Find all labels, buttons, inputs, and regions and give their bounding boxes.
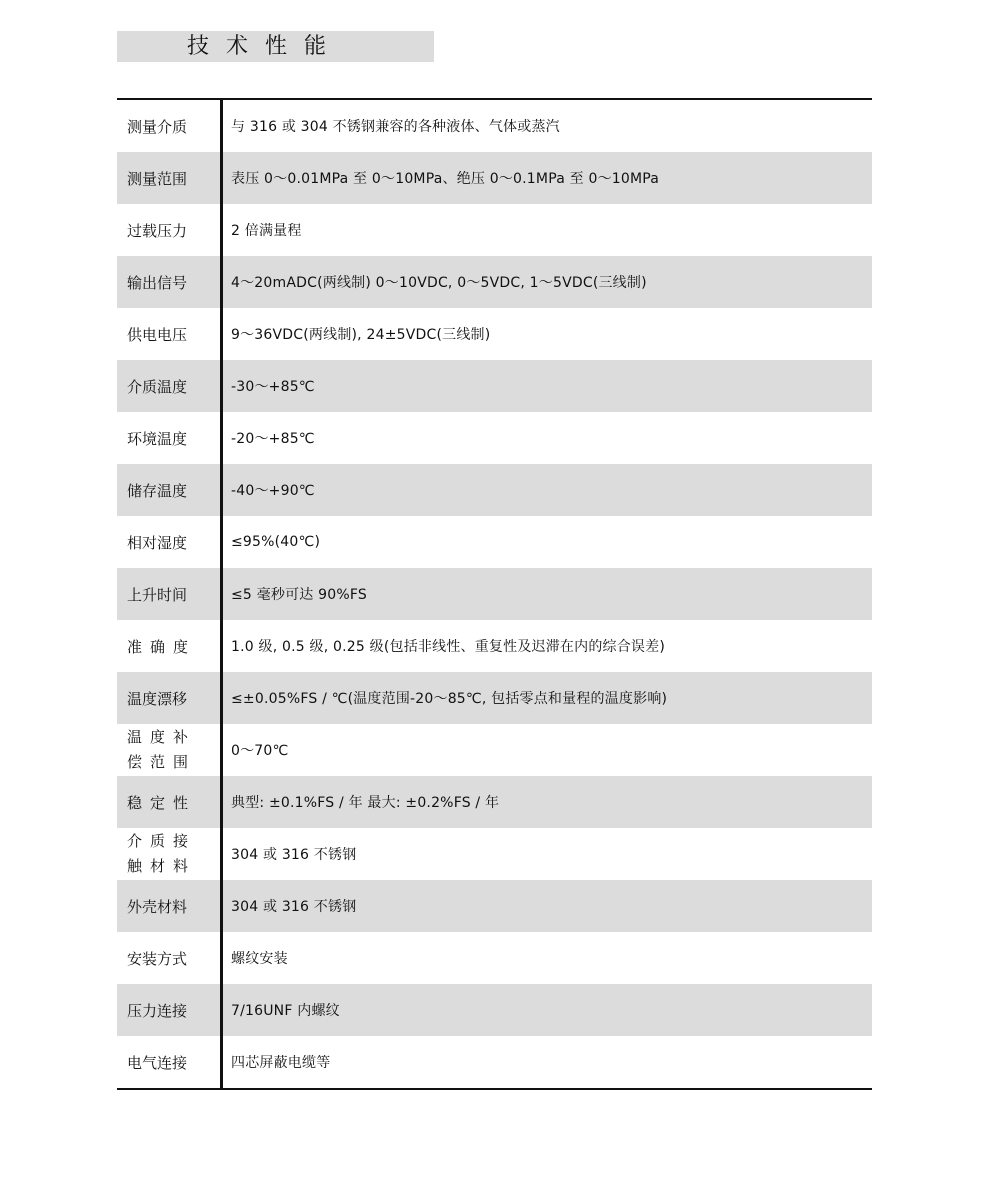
spec-value: 9～36VDC(两线制), 24±5VDC(三线制) [231, 327, 491, 343]
spec-label: 介质接触材料 [127, 832, 197, 875]
spec-label: 过载压力 [127, 221, 188, 240]
spec-value: 表压 0～0.01MPa 至 0～10MPa、绝压 0～0.1MPa 至 0～10MPa [231, 171, 660, 187]
spec-label: 电气连接 [127, 1053, 188, 1072]
spec-value: ≤95%(40℃) [231, 534, 321, 550]
spec-row-storage-temperature [117, 464, 872, 516]
spec-label: 测量介质 [127, 117, 188, 136]
spec-label: 上升时间 [127, 585, 188, 604]
spec-row-temperature-drift [117, 672, 872, 724]
spec-value: 1.0 级, 0.5 级, 0.25 级(包括非线性、重复性及迟滞在内的综合误差) [231, 639, 665, 655]
spec-table [117, 98, 872, 1090]
spec-label: 压力连接 [127, 1001, 188, 1020]
spec-row-wetted-material [117, 828, 872, 880]
spec-value: 与 316 或 304 不锈钢兼容的各种液体、气体或蒸汽 [231, 119, 560, 135]
column-divider [220, 100, 223, 1088]
spec-value: 0～70℃ [231, 743, 289, 759]
spec-value: 四芯屏蔽电缆等 [231, 1055, 331, 1071]
spec-row-supply-voltage [117, 308, 872, 360]
spec-value: 2 倍满量程 [231, 223, 302, 239]
spec-value: -40～+90℃ [231, 483, 315, 499]
spec-label: 介质温度 [127, 377, 188, 396]
spec-label: 储存温度 [127, 481, 188, 500]
spec-label: 温度补偿范围 [127, 728, 197, 771]
spec-value: 7/16UNF 内螺纹 [231, 1003, 340, 1019]
spec-label: 环境温度 [127, 429, 188, 448]
section-title: 技术性能 [187, 34, 344, 59]
spec-value: ≤±0.05%FS / ℃(温度范围-20～85℃, 包括零点和量程的温度影响) [231, 691, 668, 707]
spec-row-pressure-connection [117, 984, 872, 1036]
spec-row-overload-pressure [117, 204, 872, 256]
spec-label: 稳定性 [127, 793, 197, 812]
spec-row-compensation-range [117, 724, 872, 776]
spec-value: ≤5 毫秒可达 90%FS [231, 587, 367, 603]
spec-row-stability [117, 776, 872, 828]
spec-row-ambient-temperature [117, 412, 872, 464]
spec-label: 供电电压 [127, 325, 188, 344]
spec-label: 输出信号 [127, 273, 188, 292]
spec-label: 相对湿度 [127, 533, 188, 552]
spec-label: 外壳材料 [127, 897, 188, 916]
spec-value: -30～+85℃ [231, 379, 315, 395]
spec-row-medium-temperature [117, 360, 872, 412]
spec-row-installation [117, 932, 872, 984]
spec-label: 温度漂移 [127, 689, 188, 708]
spec-row-measured-medium [117, 100, 872, 152]
spec-value: 4～20mADC(两线制) 0～10VDC, 0～5VDC, 1～5VDC(三线制) [231, 275, 647, 291]
spec-value: 典型: ±0.1%FS / 年 最大: ±0.2%FS / 年 [231, 795, 500, 811]
spec-value: 螺纹安装 [231, 951, 288, 967]
spec-row-housing-material [117, 880, 872, 932]
spec-row-accuracy [117, 620, 872, 672]
spec-label: 安装方式 [127, 949, 188, 968]
spec-row-rise-time [117, 568, 872, 620]
spec-label: 测量范围 [127, 169, 188, 188]
spec-value: 304 或 316 不锈钢 [231, 899, 357, 915]
spec-row-electrical-connection [117, 1036, 872, 1088]
section-title-bar [117, 31, 434, 62]
spec-value: -20～+85℃ [231, 431, 315, 447]
spec-row-output-signal [117, 256, 872, 308]
spec-label: 准确度 [127, 637, 197, 656]
spec-row-measuring-range [117, 152, 872, 204]
spec-value: 304 或 316 不锈钢 [231, 847, 357, 863]
spec-row-relative-humidity [117, 516, 872, 568]
